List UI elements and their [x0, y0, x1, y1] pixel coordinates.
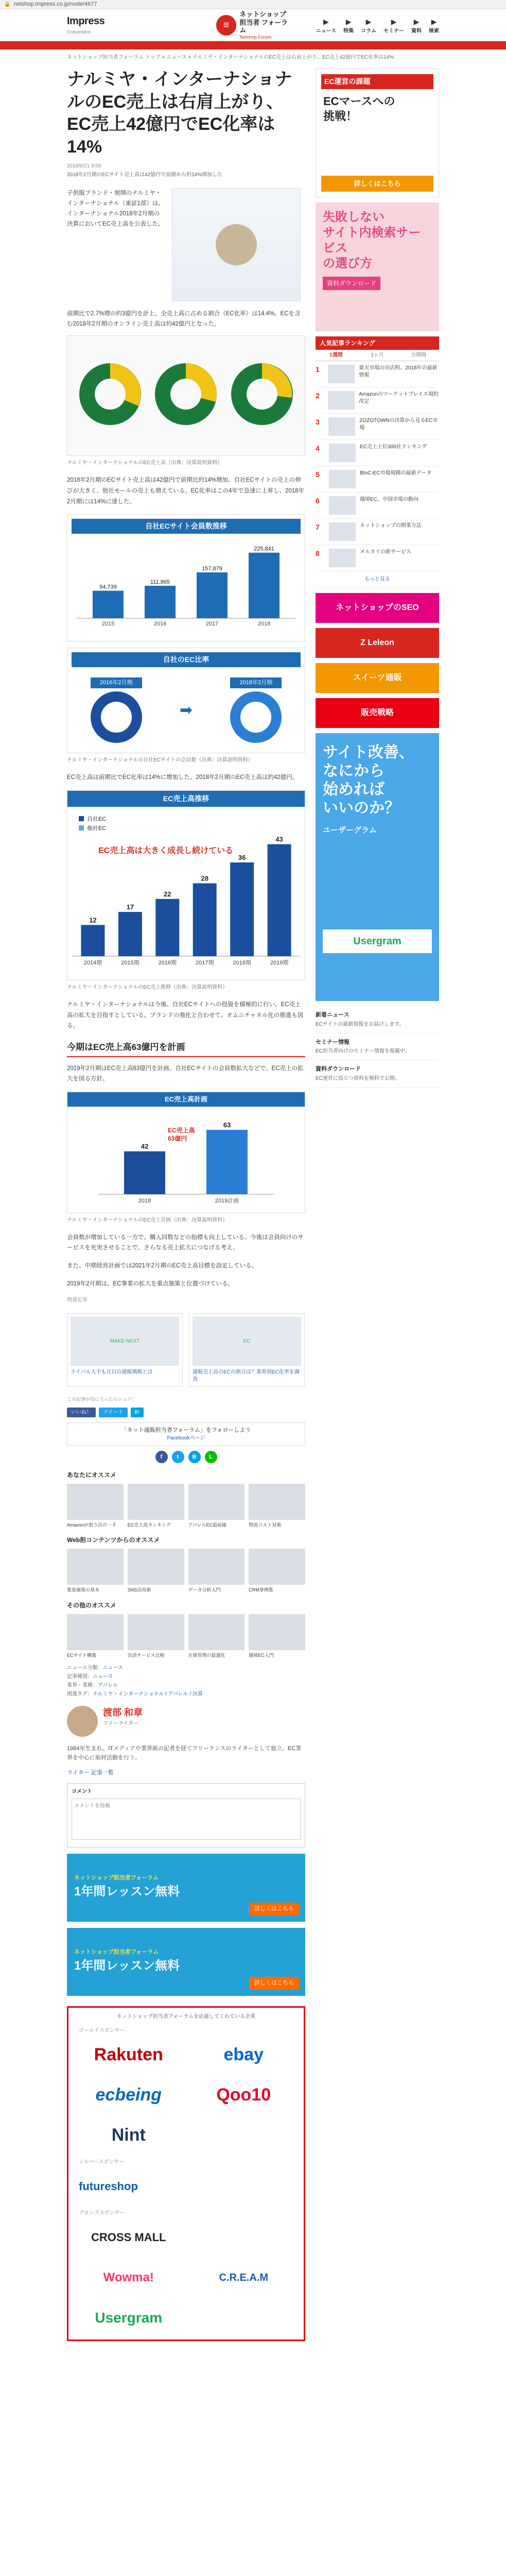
recommend-title: 在庫管理の最適化 [188, 1652, 225, 1658]
figure-2-caption: ナルミヤ・インターナショナルの自社ECサイトの会員数（出典：決算説明資料） [67, 757, 253, 764]
ranking-title: BtoC-EC市場規模の最新データ [360, 470, 432, 476]
ec-bar-value: 43 [275, 835, 283, 843]
ec-bar [193, 884, 217, 957]
ranking-thumb [329, 496, 356, 515]
nav-item-news[interactable] [316, 16, 337, 35]
recommend-title: アパレルEC最前線 [188, 1522, 227, 1528]
sponsor-logo-ecbeing[interactable]: ecbeing [95, 2085, 162, 2105]
ranking-thumb [329, 522, 356, 541]
recommend-header-3: その他のオススメ [67, 1601, 116, 1609]
nav-item-column[interactable] [361, 16, 376, 35]
members-bar-label: 2016 [153, 621, 167, 628]
ranking-number: 8 [316, 549, 320, 557]
article-main [67, 63, 305, 2346]
recommend-title: SNS活用術 [127, 1587, 151, 1593]
ec-chart-title: EC売上高推移 [67, 791, 305, 807]
tag-label: ニュース分類： [67, 1665, 103, 1671]
ec-bar-label: 2018期 [233, 960, 251, 967]
ranking-title: メルカリの新サービス [360, 549, 411, 555]
ranking-title: 越境EC、中国市場の動向 [360, 497, 418, 502]
ranking-thumb [329, 549, 356, 567]
ranking-item[interactable] [316, 545, 439, 571]
plan-note: EC売上高 [168, 1126, 195, 1134]
facebook-icon[interactable]: f [155, 1451, 168, 1463]
author-role: フリーライター [103, 1720, 139, 1726]
recommend-thumb [249, 1549, 305, 1585]
banner-top: ネットショップ担当者フォーラム [74, 1875, 159, 1882]
ranking-item[interactable] [316, 361, 439, 387]
plan-bar-value: 63 [223, 1121, 231, 1129]
sidebar-text-title: セミナー情報 [316, 1039, 350, 1045]
sponsor-logo-blank [194, 2170, 294, 2203]
ranking-item[interactable] [316, 466, 439, 493]
recommend-item[interactable] [128, 1614, 184, 1658]
site-name: ネットショップ 担当者 フォーラム [239, 10, 288, 35]
line-icon[interactable]: L [205, 1451, 217, 1463]
ranking-more-link[interactable]: もっと見る [316, 571, 439, 588]
sponsor-box [67, 2006, 305, 2341]
author-link[interactable]: ライター 記事一覧 [67, 1770, 114, 1776]
follow-box [67, 1422, 305, 1446]
sidebar-banner-1[interactable]: ネットショップのSEO [316, 593, 439, 623]
recommend-thumb [128, 1484, 184, 1520]
hatena-icon[interactable]: B [188, 1451, 201, 1463]
recommend-grid-3 [67, 1614, 305, 1658]
plan-bar [206, 1130, 248, 1194]
ranking-item[interactable] [316, 493, 439, 519]
sidebar-banner-3[interactable]: スイーツ通販 [316, 663, 439, 693]
members-bar-label: 2018 [257, 621, 271, 628]
impress-logo-sub: Corporation [67, 29, 92, 35]
paragraph-4: 2019年2月期はEC売上高63億円を計画。自社ECサイトの会員数拡大などで、EC売上の拡大を図る方針。 [67, 1065, 304, 1082]
ec-bar [155, 899, 179, 956]
donut-charts [72, 340, 301, 448]
article-tags [67, 1664, 305, 1699]
ec-bar-label: 2014期 [83, 960, 102, 967]
ec-legend-swatch [79, 825, 84, 831]
ranking-number: 1 [316, 365, 320, 374]
site-tag: Netshop Forum [239, 35, 272, 40]
ec-legend-label: 他社EC [87, 825, 107, 832]
related-thumb: EC [193, 1317, 301, 1366]
recommend-grid-2 [67, 1549, 305, 1593]
tag-label: 関連タグ： [67, 1691, 93, 1697]
figure-ec-sales [67, 790, 305, 980]
nav-item-seminar[interactable] [383, 16, 404, 35]
ad-ec-head: EC運営の課題 [321, 74, 433, 89]
figure-compare [67, 648, 305, 753]
ranking-header: 人気記事ランキング [316, 336, 439, 350]
tag-label: 業界・業種： [67, 1682, 98, 1688]
header-nav [316, 16, 439, 35]
recommend-thumb [188, 1484, 245, 1520]
ec-bar-value: 36 [238, 854, 246, 862]
members-bar-chart [72, 536, 301, 634]
recommend-item[interactable] [128, 1549, 184, 1593]
nav-label: セミナー [383, 28, 404, 34]
ec-bar-label: 2015期 [121, 960, 139, 967]
author-box [67, 1706, 305, 1737]
sponsor-logo-rakuten[interactable]: Rakuten [94, 2045, 163, 2065]
ec-legend-label: 自社EC [87, 816, 107, 823]
ranking-number: 7 [316, 523, 320, 531]
ranking-item[interactable] [316, 519, 439, 545]
ec-bar [81, 925, 104, 956]
article-date: 2018/6/21 9:00 [67, 163, 101, 170]
ranking-tab-week[interactable]: 1週間 [329, 352, 343, 358]
ranking-number: 4 [316, 444, 320, 452]
news-icon: ▶ [323, 18, 329, 26]
seminar-icon: ▶ [391, 18, 397, 26]
page-body [67, 63, 439, 2346]
ranking-thumb [328, 391, 355, 410]
recommend-thumb [249, 1614, 305, 1650]
sidebar-text-3[interactable] [316, 1060, 439, 1088]
ec-bar [230, 862, 254, 956]
site-header [0, 9, 506, 41]
section-heading-plan: 今期はEC売上高63億円を計画 [67, 1041, 305, 1057]
features-icon: ▶ [345, 18, 352, 26]
follow-title: 「ネット通販担当者フォーラム」をフォローしよう [121, 1427, 251, 1433]
sponsor-logo-wowma[interactable]: Wowma! [103, 2270, 154, 2284]
banner-big: 1年間レッスン無料 [74, 1958, 180, 1973]
nav-label: 特集 [343, 28, 354, 34]
sidebar-banner-2[interactable]: Z Leleon [316, 628, 439, 658]
tag-link[interactable]: ニュース [93, 1673, 113, 1680]
recommend-thumb [188, 1549, 245, 1585]
sponsor-header: ネットショップ担当者フォーラムを応援してくれている企業 [116, 2013, 256, 2020]
plan-note: 63億円 [168, 1134, 187, 1142]
recommend-item[interactable] [188, 1549, 245, 1593]
recommend-thumb [67, 1549, 124, 1585]
sponsor-silver-logos [79, 2170, 293, 2203]
ranking-title: ZOZOTOWNの決算から見るEC市場 [359, 418, 438, 431]
related-header: 関連記事 [67, 1297, 88, 1303]
recommend-thumb [67, 1614, 124, 1650]
recommend-thumb [67, 1484, 124, 1520]
ranking-tab-all[interactable]: 全期間 [411, 352, 426, 358]
ec-bar [118, 912, 142, 956]
figure-members [67, 514, 305, 641]
donut-1 [79, 363, 141, 425]
url-text: netshop.impress.co.jp/node/4677 [13, 1, 97, 8]
comment-box [67, 1783, 305, 1848]
facebook-like-button[interactable]: いいね！ [67, 1408, 96, 1417]
sidebar-text-2[interactable] [316, 1033, 439, 1061]
sponsor-logo-blank [194, 2221, 294, 2254]
sponsor-logo-nint[interactable]: Nint [111, 2125, 146, 2145]
ec-bar-label: 2016期 [158, 960, 177, 967]
impress-logo[interactable] [67, 13, 104, 36]
tag-label: 記事種別： [67, 1673, 93, 1680]
hatena-button[interactable]: B! [131, 1408, 144, 1417]
ec-bar-value: 22 [164, 890, 171, 898]
tweet-button[interactable]: ツイート [99, 1408, 128, 1417]
ranking-item[interactable] [316, 414, 439, 440]
ranking-number: 3 [316, 418, 320, 426]
sponsor-logo-crossmall[interactable]: CROSS MALL [91, 2231, 166, 2244]
ranking-title: Amazonのマーケットプレイス規約改定 [359, 392, 439, 404]
sidebar-banner-4[interactable]: 販売戦略 [316, 698, 439, 728]
tag-link[interactable]: ナルミヤ・インターナショナル / アパレル / 決算 [93, 1691, 203, 1697]
sponsor-logo-cream[interactable]: C.R.E.A.M [219, 2272, 269, 2283]
sidebar-text-desc: ECサイトの最新情報をお届けします。 [316, 1021, 405, 1027]
sponsor-logo-ebay[interactable]: ebay [223, 2045, 264, 2065]
related-title[interactable]: ライバル大手も注目の通販戦略とは [71, 1369, 153, 1376]
nav-label: 検索 [429, 28, 439, 34]
lesson-banner-2[interactable] [67, 1928, 305, 1996]
nav-item-search[interactable] [429, 16, 439, 35]
header-red-band [0, 41, 506, 49]
recommend-title: 越境EC入門 [249, 1652, 274, 1658]
ec-bar-label: 2017期 [195, 960, 214, 967]
sponsor-category-silver: シルバースポンサー [79, 2159, 125, 2165]
author-avatar [67, 1706, 98, 1737]
ad-search-title: 失敗しない サイト内検索サービス の選び方 [323, 210, 421, 270]
sidebar-ad-search[interactable] [316, 202, 439, 331]
paragraph-6: また、中期経営計画では2021年2月期のEC売上高目標を設定している。 [67, 1262, 257, 1269]
figure-3-caption: ナルミヤ・インターナショナルのEC売上推移（出典：決算説明資料） [67, 985, 228, 991]
sidebar-text-desc: EC運営に役立つ資料を無料で公開。 [316, 1076, 400, 1082]
browser-address-bar[interactable] [0, 0, 506, 9]
recommend-item[interactable] [188, 1484, 245, 1528]
arrow-right-icon: ➡ [179, 701, 193, 719]
ad-ec-body: ECマースへの 挑戦！ [323, 95, 395, 123]
column-icon: ▶ [365, 18, 372, 26]
recommend-title: EC売上高ランキング [127, 1522, 171, 1528]
sidebar-text-1[interactable] [316, 1006, 439, 1033]
sponsor-logo-qoo10[interactable]: Qoo10 [216, 2085, 271, 2105]
ec-callout: EC売上高は大きく成長し続けている [98, 846, 234, 856]
recommend-item[interactable] [67, 1484, 124, 1528]
sponsor-gold-logos [79, 2039, 293, 2152]
members-bar [93, 591, 124, 618]
donut-3-hole [247, 379, 277, 410]
nav-label: 資料 [411, 28, 422, 34]
plan-bar-label: 2018 [138, 1197, 151, 1204]
author-name[interactable]: 渡部 和章 [103, 1707, 143, 1718]
plan-bar [124, 1151, 165, 1194]
lesson-banner-1[interactable] [67, 1854, 305, 1922]
ranking-number: 6 [316, 497, 320, 505]
tag-link[interactable]: アパレル [98, 1682, 118, 1688]
ranking-tabs [316, 350, 439, 361]
ec-legend-swatch [79, 816, 84, 821]
recommend-title: Amazonが狙う次の一手 [67, 1522, 117, 1528]
nav-label: ニュース [316, 28, 337, 34]
ec-sales-bar-chart [67, 807, 305, 977]
search-icon: ▶ [431, 18, 437, 26]
intro-text: 子供服ブランド・展開のナルミヤ・インターナショナル（東証1部）は、インターナショナル2018年2月期の決算においてEC売上高を公表した。 [67, 190, 164, 228]
ranking-thumb [328, 417, 355, 436]
members-bar-label: 2017 [205, 621, 219, 628]
follow-facebook-link[interactable]: Facebookページ [167, 1435, 205, 1442]
ad-search-sub[interactable]: 資料ダウンロード [323, 277, 380, 290]
donut-2 [155, 363, 217, 425]
author-bio: 1984年生まれ。ITメディアや業界紙の記者を経てフリーランスのライターとして独立。EC業界を中心に取材活動を行う。 [67, 1745, 302, 1761]
paragraph-1: 2018年2月期のECサイト売上高は42億円で前期比約14%増加。自社ECサイトの売上の伸びが大きく、他社モールの売上も増えている。EC化率はこの4年で急速に上昇し、2018年2月期には14%に達した。 [67, 477, 305, 505]
recommend-item[interactable] [67, 1614, 124, 1658]
sponsor-bronze-logos [79, 2221, 293, 2334]
recommend-header-2: Web担コンテンツからのオススメ [67, 1536, 160, 1544]
recommend-item[interactable] [249, 1614, 305, 1658]
sponsor-category-gold: ゴールドスポンサー [79, 2027, 125, 2033]
person-photo [216, 224, 257, 265]
ranking-number: 5 [316, 470, 320, 479]
compare-diagram [72, 671, 301, 749]
related-card[interactable] [189, 1313, 305, 1387]
recommend-title: データ分析入門 [188, 1587, 221, 1593]
ranking-thumb [328, 365, 355, 383]
members-chart-title: 自社ECサイト会員数推移 [72, 519, 301, 534]
ec-bar [268, 844, 291, 956]
comment-input[interactable] [72, 1799, 301, 1840]
members-bar-value: 225,841 [254, 546, 274, 553]
ad-usergram-logo: Usergram [323, 929, 432, 953]
related-title[interactable]: 通販売上高のECの割合は？業界別EC化率を調査 [193, 1369, 300, 1383]
recommend-title: CRM事例集 [249, 1587, 273, 1593]
recommend-title: ECサイト構築 [67, 1652, 96, 1658]
ranking-title: 楽天市場の出店料、2018年の最新情報 [359, 365, 438, 378]
members-bar [145, 586, 176, 618]
sponsor-logo-futureshop[interactable]: futureshop [79, 2180, 138, 2193]
members-bar [197, 572, 228, 618]
paragraph-2: EC売上高は前期比でEC化率は14%に増加した。2018年2月期のEC売上高は約42億円。 [67, 774, 299, 781]
ad-usergram-title: サイト改善、 なにから 始めれば いいのか？ [323, 744, 414, 817]
site-logo-icon: ≡ [216, 15, 236, 36]
tag-link[interactable]: ニュース [102, 1665, 123, 1671]
donut-1-hole [95, 379, 126, 410]
intro-photo [172, 188, 301, 301]
ad-usergram-mid: ユーザーグラム [323, 826, 377, 835]
recommend-title: 集客施策の基本 [67, 1587, 100, 1593]
share-row [67, 1408, 305, 1417]
share-note: この記事が役に立ったらシェア！ [67, 1397, 136, 1402]
docs-icon: ▶ [413, 18, 420, 26]
plan-bar-chart [67, 1107, 305, 1210]
recommend-item[interactable] [128, 1484, 184, 1528]
ec-bar-value: 17 [126, 903, 134, 911]
article-title: ナルミヤ・インターナショナルのEC売上は右肩上がり、EC売上42億円でEC化率は14% [67, 70, 292, 157]
sidebar-text-desc: EC担当者向けのセミナー情報を掲載中。 [316, 1048, 410, 1055]
recommend-title: 決済サービス比較 [127, 1652, 165, 1658]
plan-bar-value: 42 [141, 1142, 149, 1150]
ad-ec-button[interactable]: 詳しくはこちら [321, 176, 433, 192]
members-bar-value: 94,739 [99, 584, 117, 590]
related-thumb: MAKE NEXT [71, 1317, 179, 1366]
recommend-thumb [128, 1614, 184, 1650]
members-bar-value: 111,865 [150, 579, 170, 586]
recommend-item[interactable] [249, 1484, 305, 1528]
plan-chart-title: EC売上高計画 [67, 1092, 305, 1107]
recommend-item[interactable] [188, 1614, 245, 1658]
recommend-thumb [188, 1614, 245, 1650]
sidebar-text-title: 新着ニュース [316, 1012, 350, 1018]
ranking-thumb [329, 444, 356, 462]
sponsor-category-bronze: ブロンズスポンサー [79, 2210, 125, 2216]
compare-right-label: 2018年2月期 [230, 677, 282, 688]
paragraph-7: 2019年2月期は、EC事業の拡大を重点施策と位置づけている。 [67, 1280, 234, 1287]
related-card[interactable] [67, 1313, 183, 1387]
banner-cta[interactable]: 詳しくはこちら [249, 1903, 299, 1916]
members-bar-label: 2015 [101, 621, 115, 628]
banner-top: ネットショップ担当者フォーラム [74, 1949, 159, 1956]
sidebar-ad-usergram[interactable] [316, 733, 439, 1001]
nav-item-docs[interactable] [411, 16, 422, 35]
ranking-title: EC売上上位300社ランキング [360, 444, 427, 450]
comment-header: コメント [72, 1788, 92, 1794]
paragraph-5: 会員数が増加している一方で、購入回数などの指標も向上している。今後は会員向けのサービスを充実させることで、さらなる売上拡大につなげる考え。 [67, 1234, 304, 1251]
ranking-title: ネットショップの開業方法 [360, 523, 422, 529]
share-icons [67, 1451, 305, 1463]
recommend-item[interactable] [67, 1549, 124, 1593]
donut-2-hole [170, 379, 201, 410]
ranking-number: 2 [316, 392, 320, 400]
donut-3 [231, 363, 293, 425]
article-intro [67, 188, 305, 301]
ranking-item[interactable] [316, 440, 439, 466]
paragraph-3: ナルミヤ・インターナショナルは今後、自社ECサイトへの投資を積極的に行い、EC売上高の拡大を目指すとしている。ブランドの強化と合わせて、オムニチャネル化の推進も図る。 [67, 1002, 304, 1029]
ec-bar-value: 12 [89, 916, 97, 924]
ec-bar-label: 2019期 [270, 960, 289, 967]
related-articles [67, 1313, 305, 1387]
sidebar-ad-ec[interactable] [316, 69, 439, 197]
figure-1-caption: ナルミヤ・インターナショナルのEC売上高（出典：決算説明資料） [67, 460, 223, 466]
compare-chart-title: 自社のEC比率 [72, 652, 301, 667]
nav-label: コラム [361, 28, 376, 34]
compare-left [91, 677, 142, 743]
figure-plan [67, 1092, 305, 1213]
sponsor-logo-blank [194, 2119, 294, 2152]
ranking-item[interactable] [316, 387, 439, 414]
ec-bar-value: 28 [201, 874, 208, 883]
compare-right [230, 677, 282, 743]
nav-item-features[interactable] [343, 16, 354, 35]
sidebar-text-title: 資料ダウンロード [316, 1066, 361, 1073]
banner-big: 1年間レッスン無料 [74, 1884, 180, 1899]
members-bar-value: 157,879 [202, 566, 222, 572]
site-logo-text [239, 10, 293, 40]
breadcrumb[interactable]: ネットショップ担当者フォーラム トップ > ニュース > ナルミヤ・インターナショナルのEC売上は右肩上がり、EC売上42億円でEC化率は14% [67, 55, 394, 60]
compare-left-circle [91, 691, 142, 743]
ranking-list [316, 361, 439, 571]
recommend-title: 物流コスト対策 [249, 1522, 282, 1528]
ranking-thumb [329, 470, 356, 488]
recommend-grid-1 [67, 1484, 305, 1528]
site-logo[interactable] [216, 12, 293, 38]
sidebar [316, 63, 439, 2346]
compare-right-circle [230, 691, 282, 743]
members-bar [249, 553, 280, 618]
twitter-icon[interactable]: t [172, 1451, 184, 1463]
recommend-header-1: あなたにオススメ [67, 1471, 116, 1479]
figure-donuts [67, 335, 305, 456]
lock-icon: 🔒 [4, 2, 11, 7]
article-lede: 2018年2月期のECサイト売上高は42億円で前期から約14%増加した [67, 172, 223, 178]
recommend-item[interactable] [249, 1549, 305, 1593]
figure-4-caption: ナルミヤ・インターナショナルのEC売上計画（出典：決算説明資料） [67, 1217, 228, 1223]
sponsor-logo-usergram[interactable]: Usergram [95, 2309, 163, 2326]
compare-left-label: 2016年2月期 [91, 677, 142, 688]
ranking-tab-month[interactable]: 1ヶ月 [371, 352, 384, 358]
recommend-thumb [128, 1549, 184, 1585]
intro-more: 前期比で2.7%増の約3億円を計上。全売上高に占める割合（EC化率）は14.4%。ECを含む2018年2月期のオンライン売上高は約42億円となった。 [67, 311, 301, 328]
recommend-thumb [249, 1484, 305, 1520]
plan-bar-label: 2019計画 [215, 1197, 239, 1204]
banner-cta[interactable]: 詳しくはこちら [249, 1977, 299, 1990]
impress-logo-text: Impress [67, 15, 105, 27]
